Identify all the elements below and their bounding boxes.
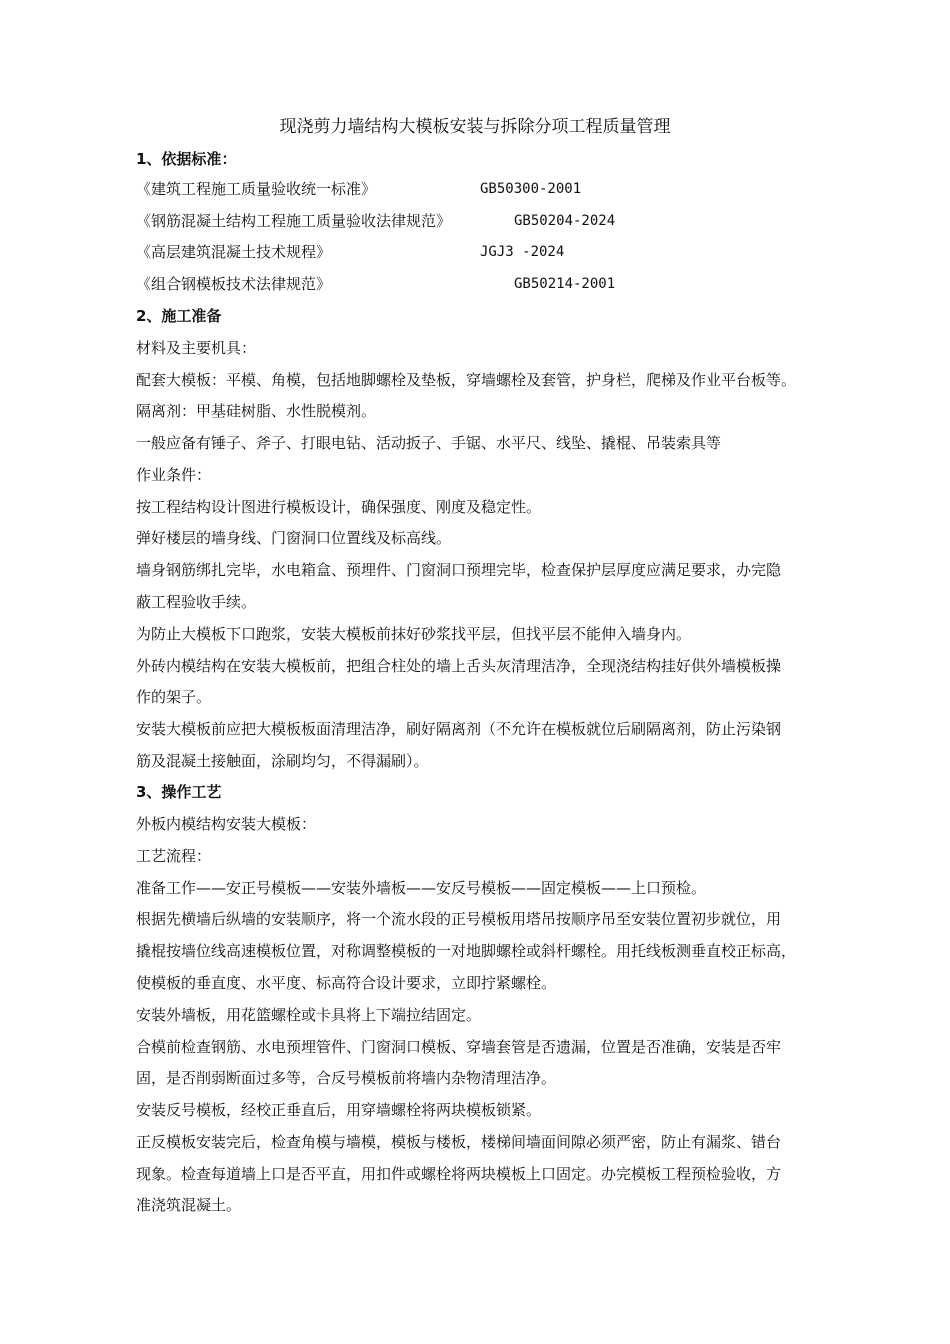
document-title: 现浇剪力墙结构大模板安装与拆除分项工程质量管理 [279,117,671,137]
paragraph-line: 蔽工程验收手续。 [136,593,257,611]
paragraph-line: 按工程结构设计图进行模板设计，确保强度、刚度及稳定性。 [136,498,542,516]
section-heading-process: 3、操作工艺 [136,783,222,801]
paragraph-line: 根据先横墙后纵墙的安装顺序，将一个流水段的正号模板用塔吊按顺序吊至安装位置初步就位，用 [136,910,782,928]
paragraph-line: 撬棍按墙位线高速模板位置，对称调整模板的一对地脚螺栓或斜杆螺栓。用托线板测垂直校正标高， [136,942,797,960]
paragraph-line: 合模前检查钢筋、水电预埋管件、门窗洞口模板、穿墙套管是否遗漏，位置是否准确，安装是否牢 [136,1038,782,1056]
paragraph-line: 外板内模结构安装大模板： [136,815,317,833]
paragraph-line: 正反模板安装完后，检查角模与墙模，模板与楼板，楼梯间墙面间隙必须严密，防止有漏浆、错台 [136,1133,782,1151]
section-heading-preparation: 2、施工准备 [136,307,222,325]
paragraph-line: 现象。检查每道墙上口是否平直，用扣件或螺栓将两块模板上口固定。办完模板工程预检验收，方 [136,1165,782,1183]
paragraph-line: 配套大模板：平模、角模，包括地脚螺栓及垫板，穿墙螺栓及套管，护身栏，爬梯及作业平台板等。 [136,371,797,389]
paragraph-line: 材料及主要机具： [136,339,257,357]
paragraph-line: 固，是否削弱断面过多等，合反号模板前将墙内杂物清理洁净。 [136,1069,557,1087]
paragraph-line: 为防止大模板下口跑浆，安装大模板前抹好砂浆找平层，但找平层不能伸入墙身内。 [136,625,692,643]
paragraph-line: 隔离剂：甲基硅树脂、水性脱模剂。 [136,402,377,420]
standard-name: 《高层建筑混凝土技术规程》 [136,243,332,261]
paragraph-line: 准浇筑混凝土。 [136,1196,242,1214]
paragraph-line: 作业条件： [136,466,212,484]
standard-name: 《建筑工程施工质量验收统一标准》 [136,180,377,198]
paragraph-line: 一般应备有锤子、斧子、打眼电钻、活动扳子、手锯、水平尺、线坠、撬棍、吊装索具等 [136,434,722,452]
standard-code: GB50300-2001 [480,181,582,197]
standard-code: JGJ3 -2024 [480,244,565,260]
paragraph-line: 弹好楼层的墙身线、门窗洞口位置线及标高线。 [136,529,452,547]
paragraph-line: 筋及混凝土接触面，涂刷均匀，不得漏刷）。 [136,752,429,770]
standard-name: 《组合钢模板技术法律规范》 [136,275,332,293]
paragraph-line: 安装外墙板，用花篮螺栓或卡具将上下端拉结固定。 [136,1006,482,1024]
paragraph-line: 使模板的垂直度、水平度、标高符合设计要求，立即拧紧螺栓。 [136,974,557,992]
paragraph-line: 作的架子。 [136,688,212,706]
paragraph-line: 安装反号模板，经校正垂直后，用穿墙螺栓将两块模板锁紧。 [136,1101,542,1119]
paragraph-line: 准备工作——安正号模板——安装外墙板——安反号模板——固定模板——上口预检。 [136,879,707,897]
standard-name: 《钢筋混凝土结构工程施工质量验收法律规范》 [136,212,452,230]
paragraph-line: 墙身钢筋绑扎完毕，水电箱盒、预埋件、门窗洞口预埋完毕，检查保护层厚度应满足要求，办完隐 [136,561,782,579]
section-heading-standards: 1、依据标准： [136,150,237,168]
standard-code: GB50204-2024 [514,213,616,229]
paragraph-line: 安装大模板前应把大模板板面清理洁净，刷好隔离剂（不允许在模板就位后刷隔离剂，防止污染钢 [136,720,782,738]
paragraph-line: 工艺流程： [136,847,212,865]
paragraph-line: 外砖内模结构在安装大模板前，把组合柱处的墙上舌头灰清理洁净，全现浇结构挂好供外墙模板操 [136,657,782,675]
standard-code: GB50214-2001 [514,276,616,292]
